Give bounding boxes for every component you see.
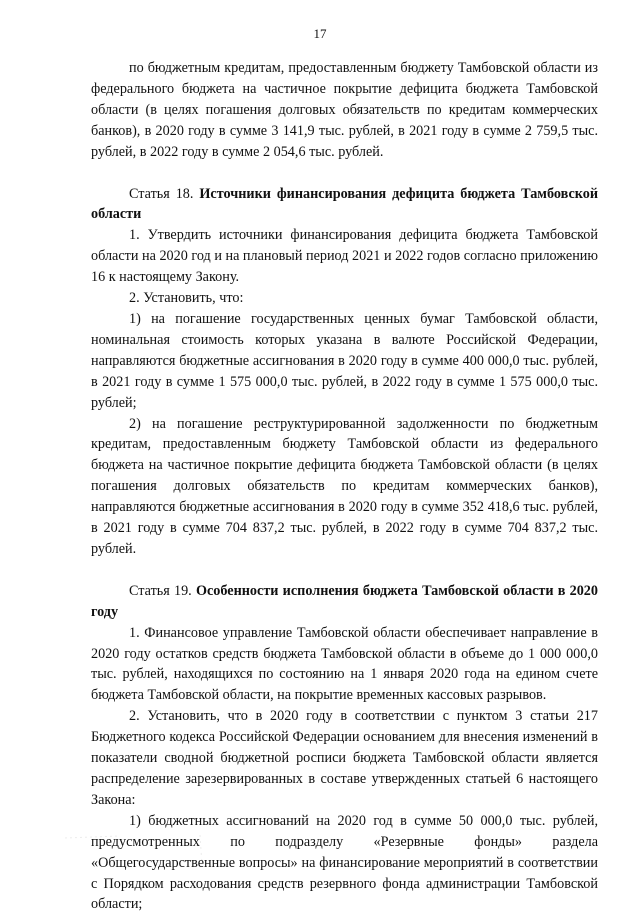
article-19-number: Статья 19. xyxy=(129,582,192,599)
article-18-title: Источники финансирования дефицита бюджета Тамбовской области xyxy=(91,185,598,223)
article-19-title: Особенности исполнения бюджета Тамбовской области в 2020 году xyxy=(91,582,598,620)
scan-artifact xyxy=(60,830,210,870)
article-18-paragraph: 1. Утвердить источники финансирования дефицита бюджета Тамбовской области на 2020 год и на плановый период 2021 и 2022 годов согласно приложению 16 к настоящему Закону. xyxy=(91,227,598,286)
article-19-paragraph: 2. Установить, что в 2020 году в соответствии с пунктом 3 статьи 217 Бюджетного кодекса Российской Федерации основанием для внесения изменений в показатели сводной бюджетной росписи бюджета Тамбовской области является распределение зарезервированных в составе утвержденных статьей 6 настоящего Закона: xyxy=(91,708,598,808)
article-19-heading xyxy=(91,581,598,623)
article-18-paragraph: 2. Установить, что: xyxy=(129,290,244,307)
article-19-paragraph: 1) бюджетных ассигнований на 2020 год в сумме 50 000,0 тыс. рублей, предусмотренных по подразделу «Резервные фонды» раздела «Общегосударственные вопросы» на финансирование мероприятий в соответствии с Порядком расходования средств резервного фонда администрации Тамбовской области; xyxy=(91,812,598,913)
document-body xyxy=(91,58,598,915)
article-18-paragraph: 2) на погашение реструктурированной задолженности по бюджетным кредитам, предоставленным бюджету Тамбовской области из федерального бюджета на частичное покрытие дефицита бюджета Тамбовской области (в целях погашения долговых обязательств по кредитам коммерческих банков), направляются бюджетные ассигнования в 2020 году в сумме 352 418,6 тыс. рублей, в 2021 году в сумме 704 837,2 тыс. рублей, в 2022 году в сумме 704 837,2 тыс. рублей. xyxy=(91,415,598,557)
intro-paragraph: по бюджетным кредитам, предоставленным бюджету Тамбовской области из федерального бюджета на частичное покрытие дефицита бюджета Тамбовской области (в целях погашения долговых обязательств по кредитам коммерческих банков), в 2020 году в сумме 3 141,9 тыс. рублей, в 2021 году в сумме 2 759,5 тыс. рублей, в 2022 году в сумме 2 054,6 тыс. рублей. xyxy=(91,60,598,160)
article-19-paragraph: 1. Финансовое управление Тамбовской области обеспечивает направление в 2020 году остатков средств бюджета Тамбовской области в объеме до 1 000 000,0 тыс. рублей, находящихся по состоянию на 1 января 2020 года на едином счете бюджета Тамбовской области, на покрытие временных кассовых разрывов. xyxy=(91,624,598,704)
article-18-paragraph: 1) на погашение государственных ценных бумаг Тамбовской области, номинальная стоимость которых указана в валюте Российской Федерации, направляются бюджетные ассигнования в 2020 году в сумме 400 000,0 тыс. рублей, в 2021 году в сумме 1 575 000,0 тыс. рублей, в 2022 году в сумме 1 575 000,0 тыс. рублей; xyxy=(91,310,598,411)
article-18-heading xyxy=(91,184,598,226)
page-number: 17 xyxy=(313,26,327,41)
article-18-number: Статья 18. xyxy=(129,185,194,202)
